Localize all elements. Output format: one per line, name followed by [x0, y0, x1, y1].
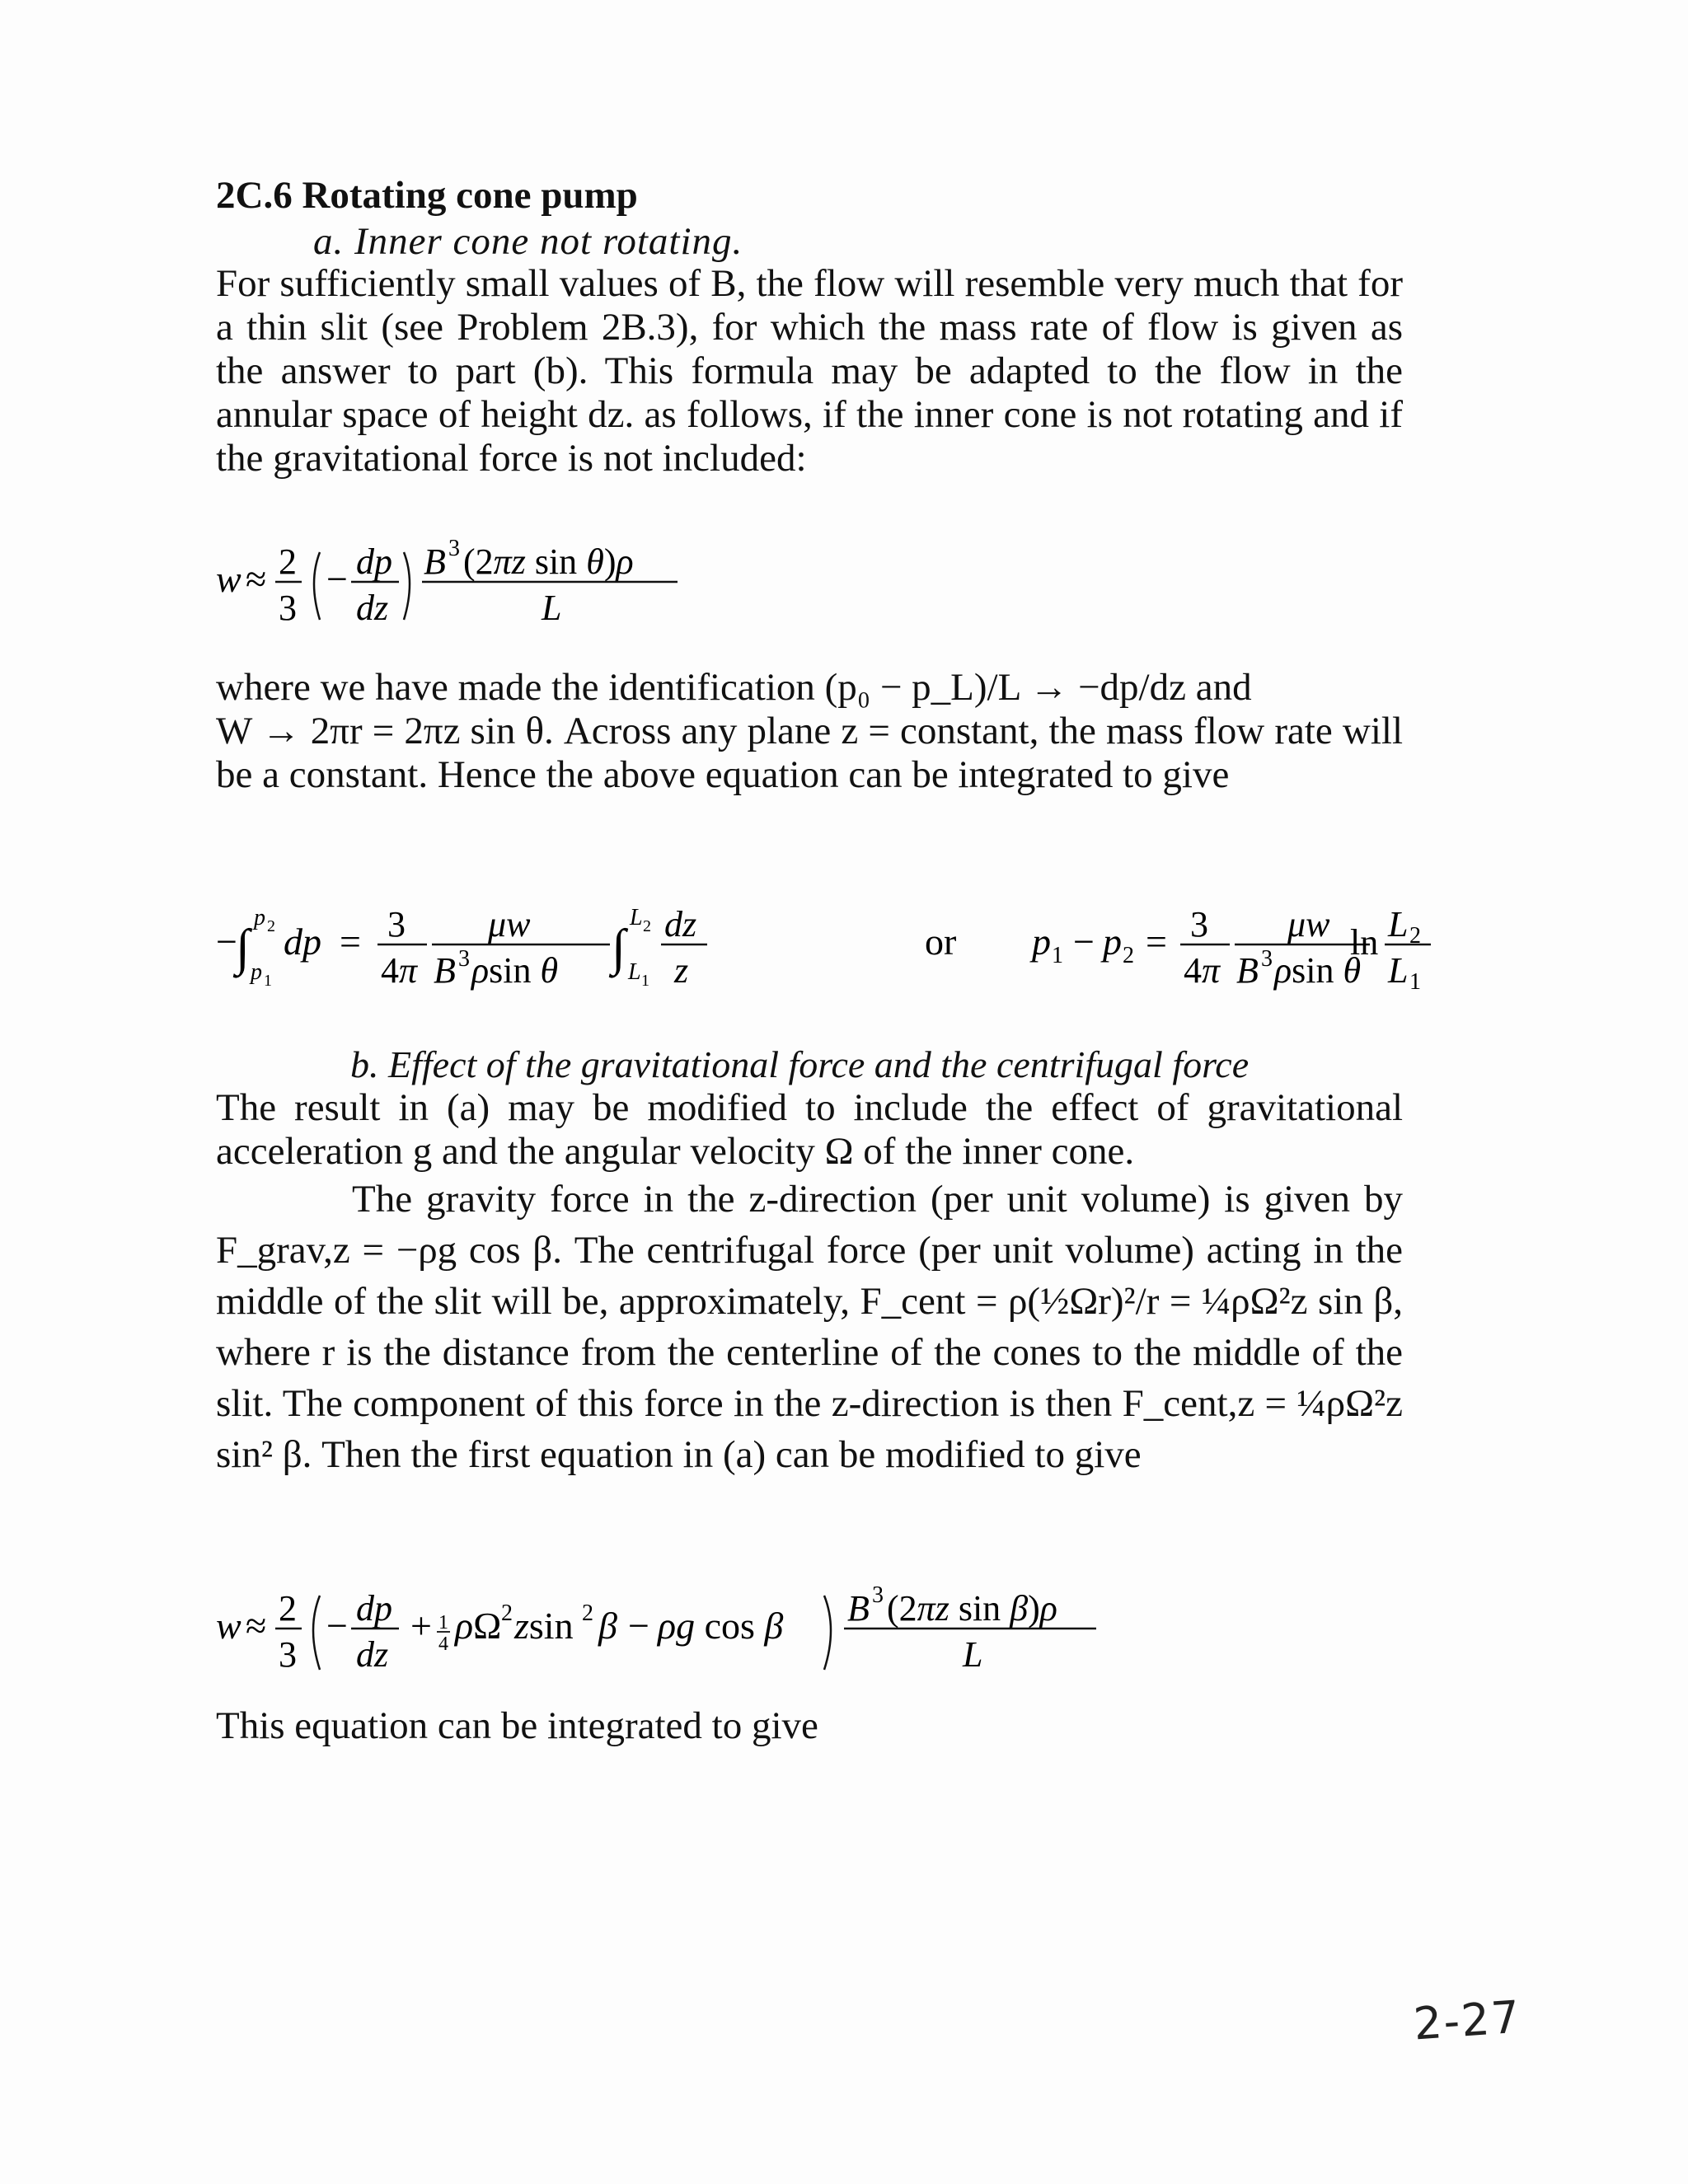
- svg-text:w: w: [216, 1605, 241, 1647]
- paragraph-integrate: [216, 1704, 1403, 1748]
- svg-text:3: 3: [872, 1582, 884, 1608]
- svg-text:2: 2: [279, 1588, 297, 1629]
- equation-2: [216, 890, 1403, 1006]
- svg-text:∫: ∫: [236, 920, 250, 976]
- equation-2-connector: or: [925, 921, 957, 963]
- section-title: 2C.6 Rotating cone pump: [216, 174, 638, 217]
- svg-text:1: 1: [1052, 943, 1063, 968]
- svg-text:2: 2: [501, 1601, 513, 1626]
- svg-text:ρsin θ: ρsin θ: [1274, 950, 1362, 991]
- svg-text:3: 3: [448, 536, 460, 561]
- svg-text:3: 3: [387, 904, 406, 944]
- svg-text:2: 2: [1123, 943, 1134, 968]
- svg-text:ρΩ: ρΩ: [455, 1605, 502, 1647]
- svg-text:+: +: [410, 1605, 432, 1647]
- paragraph-integrate-text: This equation can be integrated to give: [216, 1704, 818, 1747]
- paragraph-identification: [216, 666, 1403, 797]
- part-a-heading: a. Inner cone not rotating.: [313, 220, 743, 263]
- svg-text:1: 1: [264, 972, 272, 990]
- svg-text:p: p: [1032, 921, 1051, 963]
- svg-text:zsin: zsin: [514, 1605, 574, 1647]
- svg-text:p: p: [1103, 921, 1122, 963]
- svg-text:B: B: [847, 1588, 870, 1629]
- svg-text:(2πz sin β)ρ: (2πz sin β)ρ: [887, 1588, 1057, 1629]
- paragraph-modification: [216, 1086, 1403, 1480]
- svg-text:p: p: [251, 959, 262, 985]
- paragraph-intro: [216, 262, 1403, 480]
- part-b-heading: b. Effect of the gravitational force and the centrifugal force: [350, 1043, 1250, 1085]
- svg-text:3: 3: [279, 588, 297, 628]
- svg-text:1: 1: [1409, 969, 1421, 995]
- svg-text:dz: dz: [664, 904, 697, 944]
- equation-3: [216, 1574, 1156, 1690]
- svg-text:dz: dz: [356, 588, 389, 628]
- svg-text:(2πz sin θ)ρ: (2πz sin θ)ρ: [463, 541, 634, 582]
- svg-text:L: L: [630, 905, 643, 930]
- svg-text:−: −: [326, 1605, 348, 1647]
- paragraph-identification-rest: W → 2πr = 2πz sin θ. Across any plane z = constant, the mass flow rate will be a constant. Hence the above equation can be integrated to give: [216, 710, 1403, 796]
- svg-text:3: 3: [458, 946, 470, 972]
- svg-text:2: 2: [1409, 923, 1421, 949]
- svg-text:4π: 4π: [1184, 950, 1221, 991]
- svg-text:L: L: [542, 588, 562, 628]
- svg-text:B: B: [424, 541, 446, 582]
- svg-text:ρsin θ: ρsin θ: [471, 950, 559, 991]
- svg-text:dp: dp: [284, 921, 321, 963]
- paragraph-identification-line1: where we have made the identification (p₀ − p_L)/L → −dp/dz and: [216, 666, 1252, 709]
- svg-text:=: =: [1146, 921, 1167, 963]
- svg-text:−: −: [216, 921, 237, 963]
- svg-text:3: 3: [1261, 946, 1273, 972]
- equation-1: [216, 527, 727, 644]
- svg-text:dp: dp: [356, 1588, 392, 1629]
- svg-text:ρg cos β: ρg cos β: [658, 1605, 784, 1647]
- svg-text:μw: μw: [1287, 904, 1330, 944]
- svg-text:L: L: [628, 959, 641, 985]
- paragraph-modification-text: The result in (a) may be modified to include the effect of gravitational acceleration g and the angular velocity Ω of the inner cone.: [216, 1086, 1403, 1173]
- paragraph-intro-text: For sufficiently small values of B, the flow will resemble very much that for a thin slit (see Problem 2B.3), for which the mass rate of flow is given as the answer to part (b). This formula may be adapted to the flow in the annular space of height dz. as follows, if the inner cone is not rotating and if the gravitational force is not included:: [216, 262, 1403, 480]
- svg-text:2: 2: [279, 541, 297, 582]
- page-number: 2-27: [1411, 1990, 1523, 2050]
- svg-text:−: −: [326, 558, 348, 600]
- svg-text:4π: 4π: [381, 950, 418, 991]
- svg-text:L: L: [1388, 950, 1409, 991]
- svg-text:≈: ≈: [246, 558, 267, 600]
- svg-text:2: 2: [643, 917, 651, 935]
- svg-text:≈: ≈: [246, 1605, 267, 1647]
- svg-text:3: 3: [279, 1634, 297, 1675]
- svg-text:=: =: [340, 921, 361, 963]
- svg-text:β: β: [598, 1605, 617, 1647]
- svg-text:−: −: [1073, 921, 1095, 963]
- svg-text:B: B: [1236, 950, 1259, 991]
- equation-2-log-term: [1350, 890, 1446, 1006]
- paragraph-forces-text: The gravity force in the z-direction (per unit volume) is given by F_grav,z = −ρg cos β. The centrifugal force (per unit volume) acting in the middle of the slit will be, approximately, F_cent = ρ(½Ωr)²/r = ¼ρΩ²z sin β, where r is the distance from the centerline of the cones to the middle of the slit. The component of this force in the z-direction is then F_cent,z = ¼ρΩ²z sin² β. Then the first equation in (a) can be modified to give: [216, 1178, 1403, 1476]
- svg-text:w: w: [216, 558, 241, 600]
- svg-text:∫: ∫: [612, 920, 626, 976]
- svg-text:dz: dz: [356, 1634, 389, 1675]
- svg-text:dp: dp: [356, 541, 392, 582]
- svg-text:2: 2: [582, 1601, 593, 1626]
- svg-text:μw: μw: [488, 904, 531, 944]
- svg-text:L: L: [963, 1634, 983, 1675]
- svg-text:z: z: [674, 950, 689, 991]
- svg-text:3: 3: [1190, 904, 1208, 944]
- svg-text:2: 2: [267, 917, 275, 935]
- svg-text:p: p: [254, 905, 265, 930]
- svg-text:L: L: [1388, 904, 1409, 944]
- svg-text:1: 1: [438, 1612, 448, 1633]
- svg-text:−: −: [628, 1605, 649, 1647]
- svg-text:B: B: [434, 950, 456, 991]
- svg-text:ln: ln: [1350, 922, 1379, 963]
- svg-text:1: 1: [641, 972, 649, 990]
- svg-text:4: 4: [438, 1633, 448, 1655]
